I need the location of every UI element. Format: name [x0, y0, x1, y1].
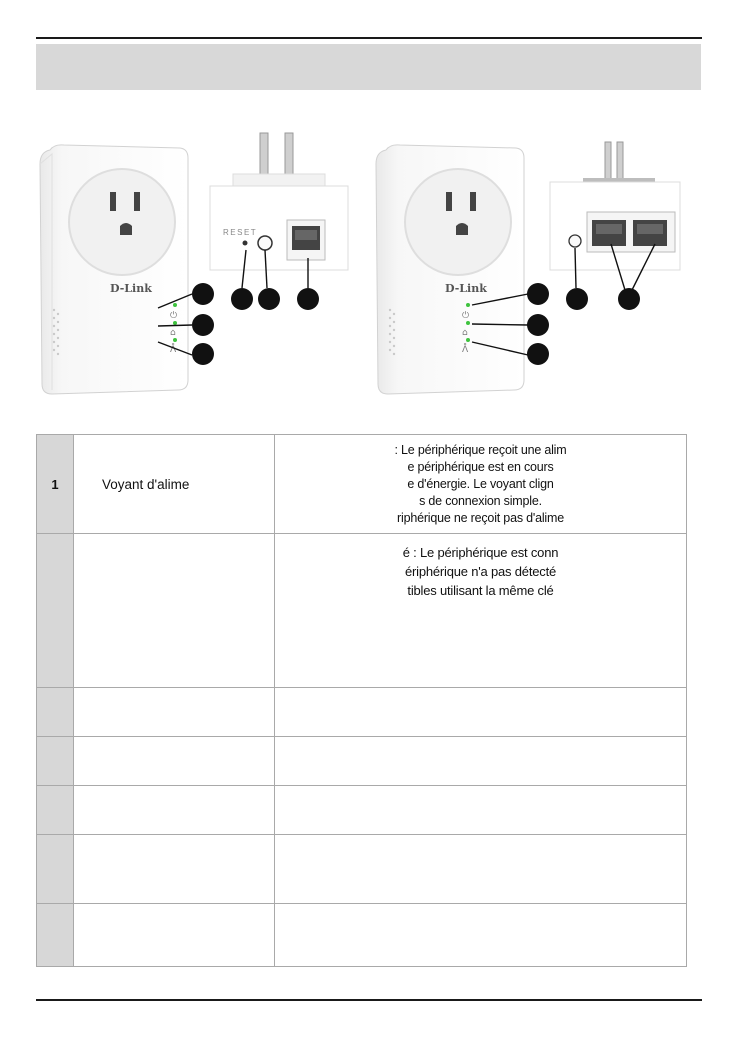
- svg-text:⏻: ⏻: [462, 311, 470, 321]
- row-number: [37, 904, 74, 967]
- description-line: e d'énergie. Le voyant clign: [407, 476, 554, 491]
- svg-text:⌂: ⌂: [170, 328, 176, 338]
- right-brand-logo: D-Link: [445, 282, 487, 295]
- callout-marker: [297, 288, 319, 310]
- callout-lines: [0, 0, 738, 420]
- component-name: Voyant d'alime: [102, 476, 190, 492]
- component-name: [74, 835, 275, 904]
- description: [275, 442, 686, 527]
- table-row: [37, 835, 687, 904]
- description-line: tibles utilisant la même clé: [407, 583, 554, 598]
- row-number: 1: [37, 435, 74, 534]
- callout-marker: [566, 288, 588, 310]
- component-name: [74, 786, 275, 835]
- row-number: [37, 835, 74, 904]
- led-description-table: [36, 434, 687, 967]
- table-row: [37, 435, 687, 534]
- row-number: [37, 737, 74, 786]
- description-line: é : Le périphérique est conn: [402, 545, 559, 560]
- svg-text:⌂: ⌂: [462, 328, 468, 338]
- description-line: : Le périphérique reçoit une alim: [394, 442, 567, 457]
- callout-marker: [192, 343, 214, 365]
- table-row: [37, 786, 687, 835]
- description: [275, 688, 687, 737]
- component-name: [74, 904, 275, 967]
- description-line: e périphérique est en cours: [407, 459, 554, 474]
- description: [275, 737, 687, 786]
- description: [275, 904, 687, 967]
- table-row: [37, 534, 687, 688]
- table-row: [37, 904, 687, 967]
- callout-marker: [192, 283, 214, 305]
- callout-marker: [618, 288, 640, 310]
- callout-marker: [527, 314, 549, 336]
- component-name: [74, 688, 275, 737]
- callout-marker: [527, 343, 549, 365]
- table-row: [37, 688, 687, 737]
- row-number: [37, 688, 74, 737]
- description: [275, 786, 687, 835]
- description-line: riphérique ne reçoit pas d'alime: [397, 510, 564, 525]
- description-line: s de connexion simple.: [419, 493, 542, 508]
- callout-marker: [192, 314, 214, 336]
- row-number: [37, 534, 74, 688]
- description-line: ériphérique n'a pas détecté: [404, 564, 557, 579]
- svg-text:ᐰ: ᐰ: [170, 345, 177, 355]
- svg-text:ᐰ: ᐰ: [462, 345, 469, 355]
- callout-marker: [258, 288, 280, 310]
- reset-label: RESET: [223, 228, 258, 237]
- callout-marker: [527, 283, 549, 305]
- left-brand-logo: D-Link: [110, 282, 152, 295]
- description: [275, 835, 687, 904]
- row-number: [37, 786, 74, 835]
- component-name: [74, 737, 275, 786]
- table-row: [37, 737, 687, 786]
- bottom-rule: [36, 999, 702, 1001]
- svg-text:⏻: ⏻: [170, 311, 178, 321]
- callout-marker: [231, 288, 253, 310]
- description: [275, 534, 686, 600]
